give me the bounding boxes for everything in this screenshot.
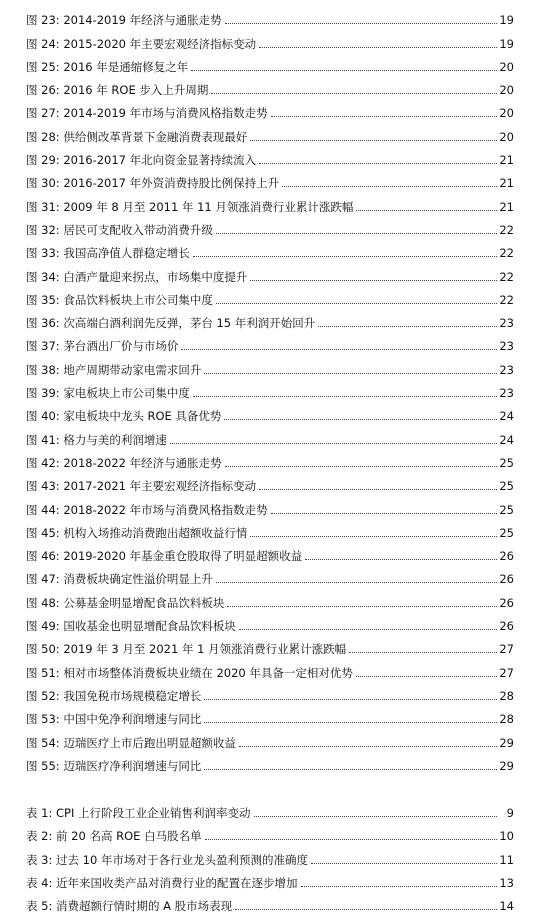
toc-entry[interactable] (26, 307, 514, 330)
toc-entry[interactable] (26, 820, 514, 843)
toc-entry-title: 图 41: 格力与美的利润增速 (26, 432, 167, 447)
dot-leader (204, 722, 497, 723)
toc-entry[interactable] (26, 400, 514, 423)
toc-entry[interactable] (26, 330, 514, 353)
toc-entry-page: 22 (499, 222, 514, 237)
toc-entry-title: 图 28: 供给侧改革背景下金融消费表现最好 (26, 129, 248, 144)
dot-leader (239, 629, 497, 630)
toc-entry-page: 28 (499, 688, 514, 703)
toc-entry[interactable] (26, 680, 514, 703)
toc-entry-page: 11 (499, 852, 514, 867)
toc-entry[interactable] (26, 144, 514, 167)
toc-entry-page: 22 (499, 246, 514, 261)
dot-leader (259, 489, 497, 490)
toc-entry[interactable] (26, 120, 514, 143)
toc-entry-title: 图 43: 2017-2021 年主要宏观经济指标变动 (26, 479, 257, 494)
dot-leader (305, 559, 497, 560)
toc-entry[interactable] (26, 493, 514, 516)
toc-entry-title: 图 38: 地产周期带动家电需求回升 (26, 362, 202, 377)
toc-entry-title: 表 4: 近年来国收类产品对消费行业的配置在逐步增加 (26, 875, 298, 890)
toc-entry[interactable] (26, 656, 514, 679)
toc-entry[interactable] (26, 51, 514, 74)
toc-entry-title: 图 50: 2019 年 3 月至 2021 年 1 月领涨消费行业累计涨跌幅 (26, 642, 347, 657)
toc-entry-page: 10 (499, 829, 514, 844)
dot-leader (216, 582, 497, 583)
toc-entry[interactable] (26, 447, 514, 470)
dot-leader (259, 47, 497, 48)
table-list (26, 797, 514, 913)
toc-entry-page: 25 (499, 502, 514, 517)
toc-entry-page: 26 (499, 549, 514, 564)
toc-entry-title: 图 33: 我国高净值人群稳定增长 (26, 246, 190, 261)
toc-entry[interactable] (26, 867, 514, 890)
dot-leader (271, 513, 497, 514)
toc-entry-title: 图 35: 食品饮料板块上市公司集中度 (26, 292, 213, 307)
toc-entry-page: 13 (499, 875, 514, 890)
toc-entry-page: 20 (499, 106, 514, 121)
dot-leader (181, 349, 497, 350)
toc-entry[interactable] (26, 353, 514, 376)
toc-entry-title: 表 5: 消费超额行情时期的 A 股市场表现 (26, 899, 233, 913)
toc-entry-page: 29 (499, 758, 514, 773)
toc-entry[interactable] (26, 423, 514, 446)
toc-entry-title: 表 2: 前 20 名高 ROE 白马股名单 (26, 829, 202, 844)
toc-entry[interactable] (26, 27, 514, 50)
toc-entry[interactable] (26, 237, 514, 260)
dot-leader (205, 839, 497, 840)
dot-leader (211, 93, 497, 94)
toc-entry-page: 21 (499, 153, 514, 168)
dot-leader (225, 23, 497, 24)
toc-entry[interactable] (26, 540, 514, 563)
toc-entry[interactable] (26, 563, 514, 586)
dot-leader (216, 303, 497, 304)
toc-entry-title: 图 40: 家电板块中龙头 ROE 具备优势 (26, 409, 222, 424)
toc-entry-title: 图 44: 2018-2022 年市场与消费风格指数走势 (26, 502, 268, 517)
table-of-contents (26, 0, 514, 913)
toc-entry-title: 图 36: 次高端白酒利润先反弹，茅台 15 年利润开始回升 (26, 316, 316, 331)
dot-leader (356, 676, 497, 677)
toc-entry-page: 25 (499, 455, 514, 470)
toc-entry-page: 19 (499, 36, 514, 51)
toc-entry[interactable] (26, 726, 514, 749)
toc-entry-title: 图 53: 中国中免净利润增速与同比 (26, 712, 202, 727)
toc-entry[interactable] (26, 797, 514, 820)
toc-entry-page: 25 (499, 479, 514, 494)
toc-entry[interactable] (26, 284, 514, 307)
toc-entry-page: 23 (499, 339, 514, 354)
toc-entry-title: 表 1: CPI 上行阶段工业企业销售利润率变动 (26, 806, 251, 821)
toc-entry[interactable] (26, 470, 514, 493)
dot-leader (301, 886, 498, 887)
toc-entry-page: 20 (499, 59, 514, 74)
dot-leader (170, 443, 497, 444)
toc-entry-page: 21 (499, 176, 514, 191)
toc-entry-title: 图 49: 国收基金也明显增配食品饮料板块 (26, 619, 236, 634)
toc-entry-page: 27 (499, 642, 514, 657)
toc-entry-title: 图 27: 2014-2019 年市场与消费风格指数走势 (26, 106, 268, 121)
toc-entry-page: 22 (499, 292, 514, 307)
dot-leader (224, 419, 497, 420)
dot-leader (259, 163, 497, 164)
dot-leader (271, 116, 497, 117)
toc-entry-page: 25 (499, 525, 514, 540)
toc-entry-page: 23 (499, 386, 514, 401)
toc-entry-page: 26 (499, 619, 514, 634)
toc-entry[interactable] (26, 750, 514, 773)
toc-entry-page: 23 (499, 362, 514, 377)
toc-entry-page: 28 (499, 712, 514, 727)
toc-entry-title: 图 30: 2016-2017 年外资消费持股比例保持上升 (26, 176, 280, 191)
toc-entry-title: 图 32: 居民可支配收入带动消费升级 (26, 222, 213, 237)
toc-entry[interactable] (26, 167, 514, 190)
dot-leader (250, 280, 497, 281)
toc-entry[interactable] (26, 703, 514, 726)
dot-leader (227, 606, 497, 607)
toc-entry[interactable] (26, 4, 514, 27)
toc-entry[interactable] (26, 586, 514, 609)
toc-entry[interactable] (26, 610, 514, 633)
toc-entry-title: 图 37: 茅台酒出厂价与市场价 (26, 339, 179, 354)
toc-entry-title: 图 51: 相对市场整体消费板块业绩在 2020 年具备一定相对优势 (26, 665, 353, 680)
toc-entry-page: 19 (499, 13, 514, 28)
toc-entry-title: 图 31: 2009 年 8 月至 2011 年 11 月领涨消费行业累计涨跌幅 (26, 199, 354, 214)
toc-entry-page: 26 (499, 572, 514, 587)
toc-entry-title: 图 26: 2016 年 ROE 步入上升周期 (26, 83, 209, 98)
toc-entry-title: 图 25: 2016 年是通缩修复之年 (26, 59, 189, 74)
dot-leader (191, 70, 497, 71)
dot-leader (216, 233, 497, 234)
dot-leader (204, 699, 497, 700)
toc-entry-title: 图 45: 机构入场推动消费跑出超额收益行情 (26, 525, 248, 540)
toc-entry-page: 22 (499, 269, 514, 284)
toc-entry-title: 图 54: 迈瑞医疗上市后跑出明显超额收益 (26, 735, 236, 750)
dot-leader (349, 652, 497, 653)
toc-entry-page: 26 (499, 595, 514, 610)
dot-leader (254, 816, 497, 817)
toc-entry-page: 21 (499, 199, 514, 214)
toc-entry-page: 20 (499, 83, 514, 98)
toc-entry-title: 图 23: 2014-2019 年经济与通胀走势 (26, 13, 222, 28)
dot-leader (204, 373, 497, 374)
toc-entry-title: 图 34: 白酒产量迎来拐点，市场集中度提升 (26, 269, 248, 284)
toc-entry-title: 图 42: 2018-2022 年经济与通胀走势 (26, 455, 222, 470)
toc-entry-page: 24 (499, 409, 514, 424)
figure-list (26, 4, 514, 773)
dot-leader (225, 466, 497, 467)
toc-entry-page: 9 (506, 806, 514, 821)
toc-entry-title: 表 3: 过去 10 年市场对于各行业龙头盈利预测的准确度 (26, 852, 308, 867)
toc-entry-title: 图 52: 我国免税市场规模稳定增长 (26, 688, 202, 703)
toc-entry-page: 29 (499, 735, 514, 750)
toc-entry[interactable] (26, 843, 514, 866)
toc-entry-title: 图 55: 迈瑞医疗净利润增速与同比 (26, 758, 202, 773)
toc-entry[interactable] (26, 214, 514, 237)
dot-leader (356, 210, 497, 211)
toc-entry[interactable] (26, 260, 514, 283)
toc-entry[interactable] (26, 74, 514, 97)
toc-entry[interactable] (26, 633, 514, 656)
toc-entry-title: 图 29: 2016-2017 年北向资金显著持续流入 (26, 153, 257, 168)
toc-entry[interactable] (26, 890, 514, 913)
dot-leader (239, 746, 497, 747)
toc-entry-title: 图 24: 2015-2020 年主要宏观经济指标变动 (26, 36, 257, 51)
toc-entry-title: 图 46: 2019-2020 年基金重仓股取得了明显超额收益 (26, 549, 303, 564)
dot-leader (250, 536, 497, 537)
toc-entry-page: 20 (499, 129, 514, 144)
toc-entry-page: 24 (499, 432, 514, 447)
dot-leader (235, 909, 497, 910)
toc-entry-page: 27 (499, 665, 514, 680)
toc-entry-title: 图 48: 公募基金明显增配食品饮料板块 (26, 595, 225, 610)
dot-leader (250, 140, 497, 141)
toc-entry[interactable] (26, 517, 514, 540)
toc-entry[interactable] (26, 377, 514, 400)
dot-leader (282, 186, 497, 187)
toc-entry-title: 图 47: 消费板块确定性溢价明显上升 (26, 572, 213, 587)
dot-leader (204, 769, 497, 770)
toc-entry[interactable] (26, 190, 514, 213)
dot-leader (193, 396, 497, 397)
toc-entry-page: 14 (499, 899, 514, 913)
toc-entry-title: 图 39: 家电板块上市公司集中度 (26, 386, 190, 401)
toc-entry-page: 23 (499, 316, 514, 331)
dot-leader (318, 326, 497, 327)
toc-entry[interactable] (26, 97, 514, 120)
dot-leader (193, 256, 497, 257)
